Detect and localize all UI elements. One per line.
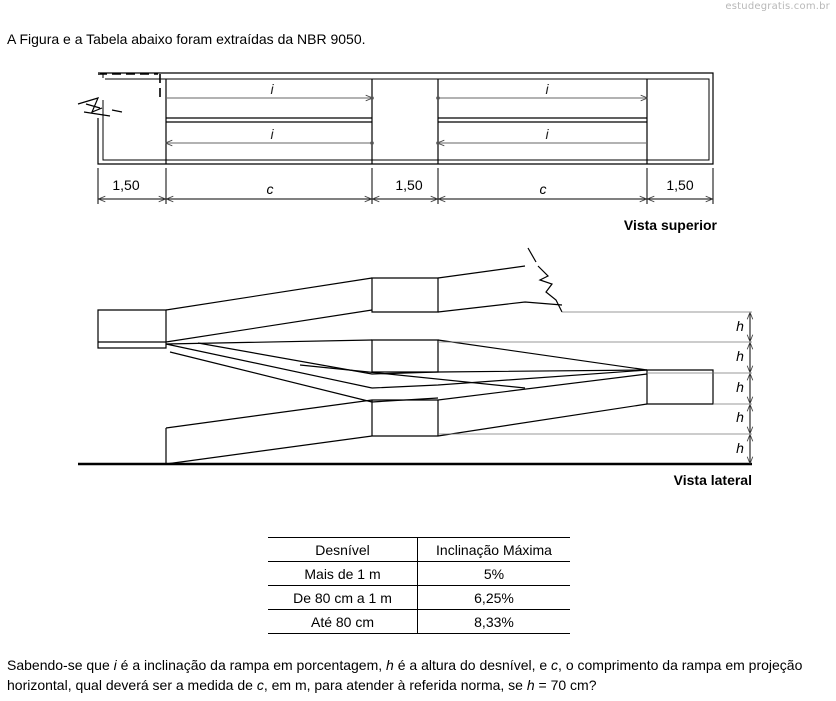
table-header: Desnível [268, 538, 418, 562]
table-row [268, 586, 570, 610]
slope-table [268, 537, 570, 634]
dimension-label-2: c [266, 181, 274, 197]
dimension-label-1: 1,50 [112, 177, 140, 193]
table-header: Inclinação Máxima [436, 541, 552, 558]
question-part: é a inclinação da rampa em porcentagem, [116, 657, 387, 673]
table-cell: Mais de 1 m [268, 562, 418, 586]
question-part: Sabendo-se que [7, 657, 114, 673]
slope-label-2: i [545, 81, 549, 97]
question-part: , o comprimento da rampa em projeção horizontal, qual deverá ser a medida de [7, 657, 803, 693]
dimension-label-5: 1,50 [666, 177, 694, 193]
question-text [7, 655, 831, 695]
dimension-label-4: c [539, 181, 547, 197]
question-var: i [113, 657, 117, 673]
height-label-3: h [736, 379, 744, 395]
question-var: h [386, 657, 394, 673]
height-label-5: h [736, 440, 744, 456]
table-cell: De 80 cm a 1 m [268, 586, 418, 610]
table-cell: Até 80 cm [268, 610, 418, 634]
table-row [268, 610, 570, 634]
slope-label-4: i [545, 126, 549, 142]
height-label-1: h [736, 318, 744, 334]
slope-label-1: i [270, 81, 274, 97]
table-cell: 6,25% [474, 589, 514, 606]
side-view [78, 248, 752, 464]
question-var: c [551, 657, 559, 673]
height-levels [438, 312, 752, 434]
table-cell: 5% [483, 565, 505, 582]
dimension-label-3: 1,50 [395, 177, 423, 193]
question-var: c [256, 677, 264, 693]
top-view [78, 73, 713, 164]
table-cell: 8,33% [474, 613, 514, 630]
height-label-2: h [736, 348, 744, 364]
table-row [268, 562, 570, 586]
top-view-label: Vista superior [623, 217, 717, 233]
height-label-4: h [736, 409, 744, 425]
side-view-label: Vista lateral [673, 472, 752, 488]
table-header-row [268, 538, 570, 562]
slope-label-3: i [270, 126, 274, 142]
intro-text: A Figura e a Tabela abaixo foram extraídas da NBR 9050. [7, 31, 366, 47]
question-part: = 70 cm? [534, 677, 597, 693]
question-part: , em m, para atender à referida norma, se [263, 677, 527, 693]
watermark: estudegratis.com.br [725, 1, 830, 12]
question-part: é a altura do desnível, e [393, 657, 552, 673]
question-var: h [526, 677, 535, 693]
